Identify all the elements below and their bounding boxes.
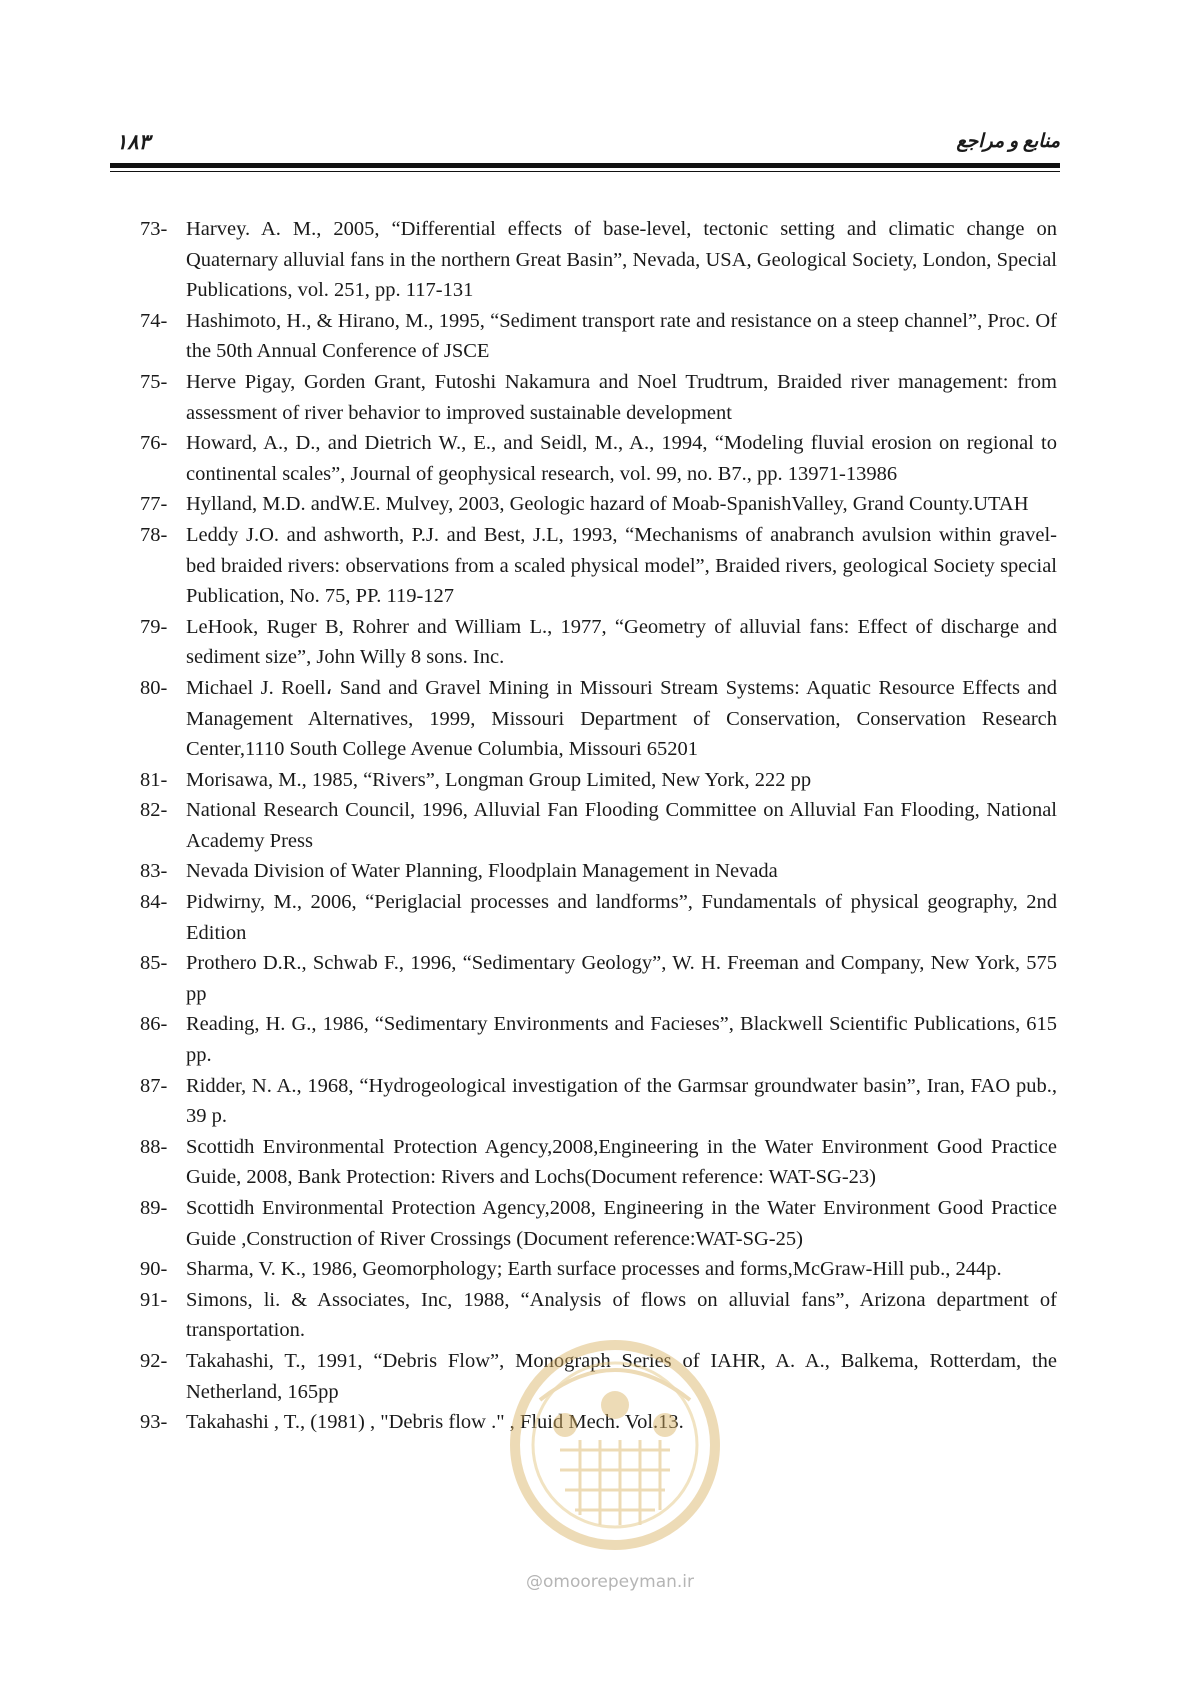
reference-text: Takahashi , T., (1981) , "Debris flow ." , Fluid Mech. Vol.13. (186, 1411, 684, 1434)
seal-logo-icon (500, 1330, 730, 1570)
reference-text: Takahashi, T., 1991, “Debris Flow”, Monograph Series of IAHR, A. A., Balkema, Rotterdam, the Netherland, 165pp (186, 1349, 1057, 1403)
reference-text: Harvey. A. M., 2005, “Differential effects of base-level, tectonic setting and climatic change on Quaternary alluvial fans in the northern Great Basin”, Nevada, USA, Geological Society, London, Special Publications, vol. 251, pp. 117-131 (186, 218, 1057, 302)
page-number: ۱۸۳ (116, 130, 150, 154)
reference-number: 83- (140, 860, 168, 883)
reference-item (140, 765, 1057, 796)
reference-number: 78- (140, 523, 168, 546)
reference-text: LeHook, Ruger B, Rohrer and William L., 1977, “Geometry of alluvial fans: Effect of discharge and sediment size”, John Willy 8 sons. Inc. (186, 615, 1057, 669)
reference-number: 77- (140, 493, 168, 516)
reference-number: 92- (140, 1349, 168, 1372)
reference-item (140, 489, 1057, 520)
reference-text: Prothero D.R., Schwab F., 1996, “Sedimentary Geology”, W. H. Freeman and Company, New York, 575 pp (186, 952, 1057, 1005)
reference-number: 93- (140, 1411, 168, 1434)
watermark-site: @omoorepeyman.ir (525, 1572, 695, 1592)
reference-text: National Research Council, 1996, Alluvial Fan Flooding Committee on Alluvial Fan Flooding, National Academy Press (186, 799, 1057, 852)
reference-item (140, 795, 1057, 856)
reference-item (140, 673, 1057, 765)
reference-text: Hylland, M.D. andW.E. Mulvey, 2003, Geologic hazard of Moab-SpanishValley, Grand County.UTAH (186, 493, 1029, 516)
reference-text: Pidwirny, M., 2006, “Periglacial processes and landforms”, Fundamentals of physical geography, 2nd Edition (186, 891, 1057, 944)
reference-item (140, 612, 1057, 673)
reference-number: 87- (140, 1074, 168, 1097)
reference-number: 75- (140, 370, 168, 393)
reference-number: 89- (140, 1197, 168, 1219)
header-rule-thick (110, 163, 1060, 168)
reference-item (140, 520, 1057, 612)
reference-text: Herve Pigay, Gorden Grant, Futoshi Nakamura and Noel Trudtrum, Braided river management: from assessment of river behavior to improved sustainable development (186, 370, 1057, 424)
reference-list (140, 214, 1057, 1438)
reference-item (140, 428, 1057, 489)
reference-item (140, 887, 1057, 948)
reference-number: 90- (140, 1258, 168, 1281)
header-rule-thin (110, 171, 1060, 172)
reference-item (140, 1071, 1057, 1132)
reference-item (140, 1009, 1057, 1070)
reference-item (140, 306, 1057, 367)
reference-number: 82- (140, 799, 168, 822)
reference-text: Howard, A., D., and Dietrich W., E., and Seidl, M., A., 1994, “Modeling fluvial erosion on regional to continental scales”, Journal of geophysical research, vol. 99, no. B7., pp. 13971-13986 (186, 432, 1057, 485)
reference-item (140, 1193, 1057, 1254)
reference-number: 85- (140, 952, 168, 975)
reference-text: Leddy J.O. and ashworth, P.J. and Best, J.L, 1993, “Mechanisms of anabranch avulsion within gravel- bed braided rivers: observations from a scaled physical model”, Braided rivers, geological Society special Publication, No. 75, PP. 119-127 (186, 523, 1057, 608)
reference-item (140, 856, 1057, 887)
reference-text: Simons, li. & Associates, Inc, 1988, “Analysis of flows on alluvial fans”, Arizona department of transportation. (186, 1288, 1057, 1342)
reference-item (140, 1254, 1057, 1285)
reference-text: Morisawa, M., 1985, “Rivers”, Longman Group Limited, New York, 222 pp (186, 768, 812, 791)
reference-number: 81- (140, 768, 168, 791)
reference-item (140, 1132, 1057, 1193)
reference-text: Michael J. Roell، Sand and Gravel Mining in Missouri Stream Systems: Aquatic Resource Effects and Management Alternatives, 1999, Missouri Department of Conservation, Conservation Research Center,1110 South College Avenue Columbia, Missouri 65201 (186, 676, 1057, 761)
reference-text: Scottidh Environmental Protection Agency,2008, Engineering in the Water Environment Good Practice Guide ,Construction of River Crossings (Document reference:WAT-SG-25) (186, 1197, 1057, 1250)
reference-number: 86- (140, 1013, 168, 1036)
page-header (110, 130, 1060, 154)
reference-number: 91- (140, 1288, 168, 1311)
reference-number: 79- (140, 615, 168, 638)
reference-text: Nevada Division of Water Planning, Floodplain Management in Nevada (186, 860, 778, 883)
reference-text: Reading, H. G., 1986, “Sedimentary Environments and Facieses”, Blackwell Scientific Publications, 615 pp. (186, 1013, 1057, 1067)
reference-item (140, 367, 1057, 428)
reference-text: Ridder, N. A., 1968, “Hydrogeological investigation of the Garmsar groundwater basin”, Iran, FAO pub., 39 p. (186, 1074, 1057, 1128)
reference-number: 73- (140, 218, 168, 240)
reference-number: 80- (140, 676, 168, 699)
reference-item (140, 948, 1057, 1009)
reference-number: 74- (140, 309, 168, 332)
reference-text: Sharma, V. K., 1986, Geomorphology; Earth surface processes and forms,McGraw-Hill pub., 244p. (186, 1258, 1002, 1281)
reference-item (140, 214, 1057, 306)
reference-number: 76- (140, 432, 168, 455)
reference-number: 88- (140, 1135, 168, 1158)
reference-text: Scottidh Environmental Protection Agency,2008,Engineering in the Water Environment Good Practice Guide, 2008, Bank Protection: Rivers and Lochs(Document reference: WAT-SG-23) (186, 1135, 1057, 1189)
running-title: منابع و مراجع (956, 131, 1060, 152)
reference-number: 84- (140, 891, 168, 914)
reference-text: Hashimoto, H., & Hirano, M., 1995, “Sediment transport rate and resistance on a steep channel”, Proc. Of the 50th Annual Conference of JSCE (186, 309, 1057, 363)
